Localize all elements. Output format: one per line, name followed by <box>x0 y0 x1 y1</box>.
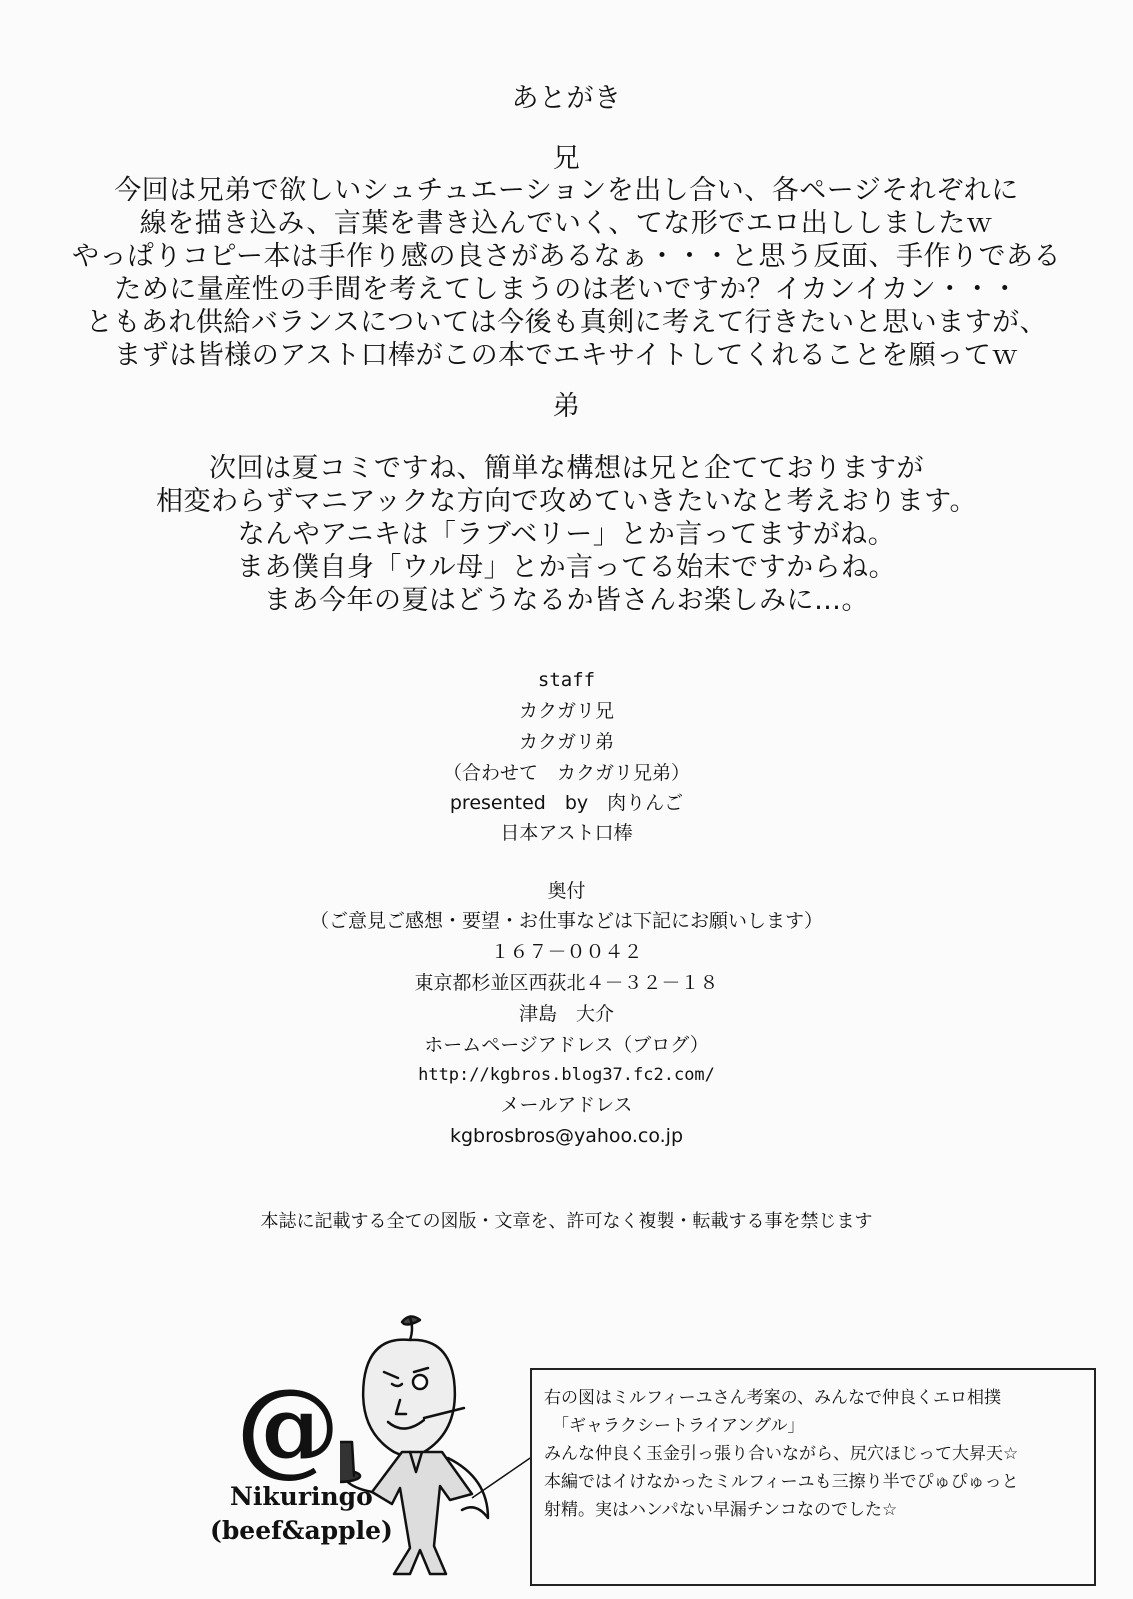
older-brother-heading: 兄 <box>552 143 581 174</box>
mail-label: メールアドレス <box>500 1094 633 1116</box>
address: 東京都杉並区西荻北４－３２－１８ <box>414 972 719 994</box>
younger-brother-line: 次回は夏コミですね、簡単な構想は兄と企てておりますが <box>209 453 924 484</box>
older-brother-line: まずは皆様のアスト口棒がこの本でエキサイトしてくれることを願ってｗ <box>114 340 1019 371</box>
note-line: 「ギャラクシートライアングル」 <box>552 1416 805 1436</box>
postal-code: １６７－００４２ <box>490 941 643 963</box>
older-brother-line: 線を描き込み、言葉を書き込んでいく、てな形でエロ出ししましたｗ <box>139 208 994 239</box>
younger-brother-line: なんやアニキは「ラブベリー」とか言ってますがね。 <box>237 519 896 550</box>
younger-brother-line: まあ僕自身「ウル母」とか言ってる始末ですからね。 <box>236 552 897 583</box>
staff-line: 日本アスト口棒 <box>500 822 633 844</box>
homepage-label: ホームページアドレス（ブログ） <box>424 1034 709 1056</box>
note-line: 本編ではイけなかったミルフィーユも三擦り半でぴゅぴゅっと <box>544 1472 1019 1492</box>
note-line: 射精。実はハンパない早漏チンコなのでした☆ <box>544 1500 898 1520</box>
mail-address: kgbrosbros@yahoo.co.jp <box>449 1125 684 1147</box>
staff-line: （合わせて カクガリ兄弟） <box>442 762 690 784</box>
note-line: 右の図はミルフィーユさん考案の、みんなで仲良くエロ相撲 <box>544 1388 1001 1408</box>
contact-name: 津島 大介 <box>518 1003 614 1025</box>
circle-name: Nikuringo <box>229 1482 373 1511</box>
staff-line: カクガリ兄 <box>518 700 614 722</box>
colophon-note: （ご意見ご感想・要望・お仕事などは下記にお願いします） <box>309 910 823 932</box>
younger-brother-line: まあ今年の夏はどうなるか皆さんお楽しみに…。 <box>264 585 869 616</box>
homepage-url: http://kgbros.blog37.fc2.com/ <box>418 1065 715 1085</box>
staff-line: カクガリ弟 <box>518 731 614 753</box>
copyright-notice: 本誌に記載する全ての図版・文章を、許可なく複製・転載する事を禁じます <box>260 1211 873 1232</box>
younger-brother-line: 相変わらずマニアックな方向で攻めていきたいなと考えおります。 <box>156 486 977 517</box>
at-logo-icon: @ <box>236 1365 340 1488</box>
afterword-title: あとがき <box>511 83 622 114</box>
younger-brother-heading: 弟 <box>552 391 581 422</box>
circle-subtitle: (beef&apple) <box>210 1516 393 1545</box>
staff-line: presented by 肉りんご <box>449 792 684 814</box>
older-brother-line: 今回は兄弟で欲しいシュチュエーションを出し合い、各ページそれぞれに <box>114 175 1019 206</box>
older-brother-line: ともあれ供給バランスについては今後も真剣に考えて行きたいと思いますが、 <box>85 307 1048 338</box>
mascot-note-box <box>530 1368 1096 1586</box>
older-brother-line: ために量産性の手間を考えてしまうのは老いですか？イカンイカン・・・ <box>114 274 1019 305</box>
colophon-heading: 奥付 <box>547 880 586 902</box>
staff-heading: staff <box>537 669 596 691</box>
older-brother-line: やっぱりコピー本は手作り感の良さがあるなぁ・・・と思う反面、手作りである <box>72 241 1061 272</box>
note-line: みんな仲良く玉金引っ張り合いながら、尻穴ほじって大昇天☆ <box>544 1444 1019 1464</box>
